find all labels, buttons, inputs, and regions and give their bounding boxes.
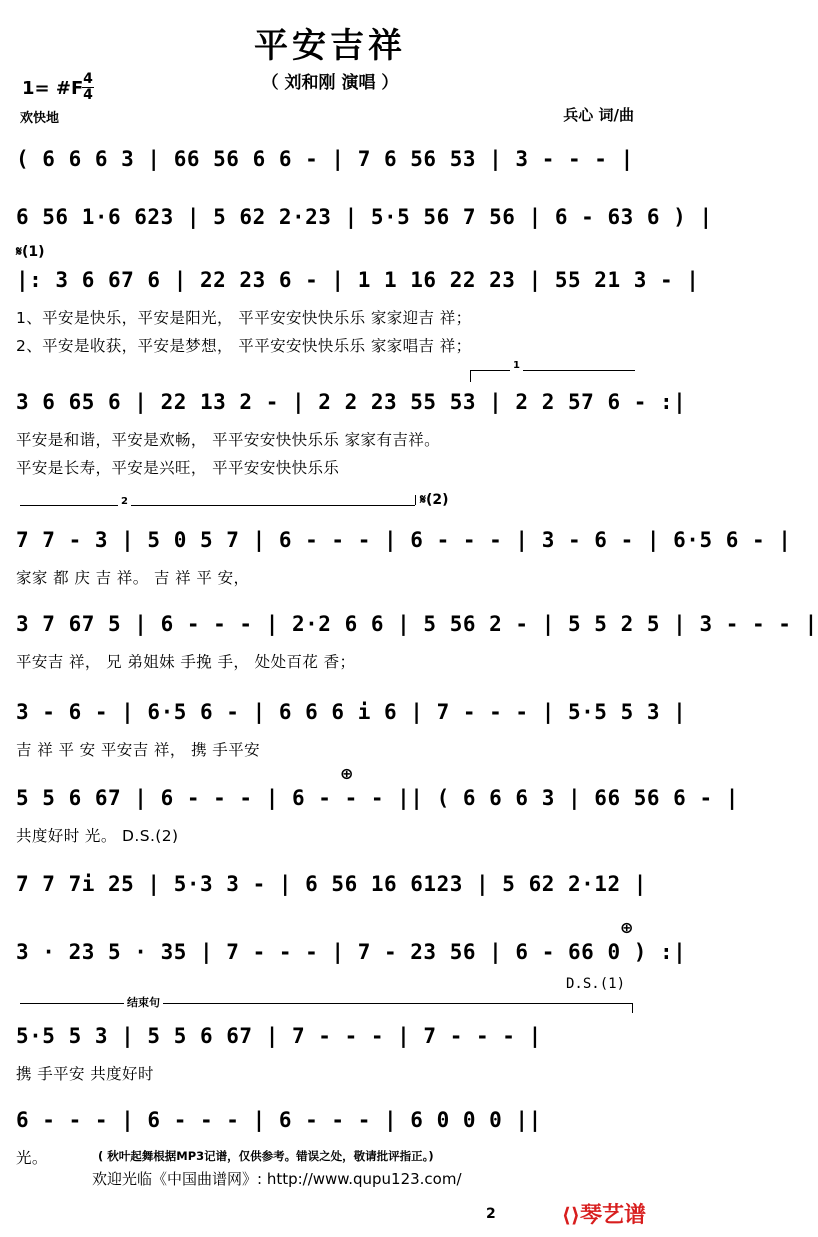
- score-row-2: 6 56 1·6 623 | 5 62 2·23 | 5·5 56 7 56 | 6 - 63 6 ) |: [16, 205, 713, 229]
- key-signature: 1= #F: [22, 78, 84, 99]
- composer-credit: 兵心 词/曲: [563, 106, 634, 124]
- lyric-row-11: 携 手平安 共度好时: [16, 1065, 154, 1083]
- score-row-7: 3 - 6 - | 6·5 6 - | 6 6 6 i 6 | 7 - - - | 5·5 5 3 |: [16, 700, 687, 724]
- ds-marker-1: D.S.(1): [566, 976, 626, 992]
- lyric-row-8: 共度好时 光。 D.S.(2): [16, 827, 179, 845]
- volta-label-2: 2: [118, 496, 131, 507]
- score-row-1: ( 6 6 6 3 | 66 56 6 6 - | 7 6 56 53 | 3 - - - |: [16, 147, 634, 171]
- score-row-8: 5 5 6 67 | 6 - - - | 6 - - - || ( 6 6 6 3 | 66 56 6 - |: [16, 786, 739, 810]
- lyric-row-3-verse-1: 1、平安是快乐，平安是阳光， 平平安安快快乐乐 家家迎吉 祥；: [16, 309, 472, 327]
- volta-bracket-2: [20, 505, 415, 506]
- score-row-10: 3 · 23 5 · 35 | 7 - - - | 7 - 23 56 | 6 - 66 0 ) :|: [16, 940, 687, 964]
- lyric-row-4-verse-1: 平安是和谐，平安是欢畅， 平平安安快快乐乐 家家有吉祥。: [16, 431, 441, 449]
- logo-icon: ⟨⟩: [561, 1203, 580, 1227]
- score-row-3: |: 3 6 67 6 | 22 23 6 - | 1 1 16 22 23 | 55 21 3 - |: [16, 268, 700, 292]
- ending-label: 结束句: [124, 994, 163, 1010]
- time-signature-bottom: 4: [83, 87, 93, 103]
- tempo-marking: 欢快地: [20, 111, 60, 126]
- site-credit: 欢迎光临《中国曲谱网》: http://www.qupu123.com/: [92, 1170, 462, 1188]
- ending-bracket-edge: [632, 1003, 633, 1013]
- lyric-row-6: 平安吉 祥， 兄 弟姐妹 手挽 手， 处处百花 香；: [16, 653, 356, 671]
- lyric-row-5: 家家 都 庆 吉 祥。 吉 祥 平 安，: [16, 569, 250, 587]
- score-row-4: 3 6 65 6 | 22 13 2 - | 2 2 23 55 53 | 2 2 57 6 - :|: [16, 390, 687, 414]
- score-row-6: 3 7 67 5 | 6 - - - | 2·2 6 6 | 5 56 2 - | 5 5 2 5 | 3 - - - |: [16, 612, 818, 636]
- segno-marker-2: 𝄋(2): [420, 492, 449, 508]
- site-logo: [562, 1198, 646, 1229]
- lyric-row-4-verse-2: 平安是长寿，平安是兴旺， 平平安安快快乐乐: [16, 459, 340, 477]
- segno-marker-1: 𝄋(1): [16, 244, 45, 260]
- page-number: 2: [486, 1206, 496, 1222]
- score-row-12: 6 - - - | 6 - - - | 6 - - - | 6 0 0 0 ||: [16, 1108, 542, 1132]
- lyric-row-3-verse-2: 2、平安是收获，平安是梦想， 平平安安快快乐乐 家家唱吉 祥；: [16, 337, 472, 355]
- volta-bracket-2-edge: [415, 495, 416, 505]
- score-row-11: 5·5 5 3 | 5 5 6 67 | 7 - - - | 7 - - - |: [16, 1024, 542, 1048]
- score-row-9: 7 7 7i 25 | 5·3 3 - | 6 56 16 6123 | 5 62 2·12 |: [16, 872, 647, 896]
- volta-label-1: 1: [510, 360, 523, 371]
- song-title: 平安吉祥: [254, 26, 406, 66]
- volta-bracket-1: [470, 370, 635, 371]
- transcription-note: ( 秋叶起舞根据MP3记谱，仅供参考。错误之处，敬请批评指正。): [98, 1149, 434, 1163]
- coda-marker-1: ⊕: [340, 764, 354, 783]
- volta-bracket-1-edge: [470, 370, 471, 382]
- coda-marker-2: ⊕: [620, 918, 634, 937]
- logo-text: 琴艺谱: [579, 1203, 646, 1228]
- time-signature: [82, 72, 94, 103]
- lyric-row-7: 吉 祥 平 安 平安吉 祥， 携 手平安: [16, 741, 260, 759]
- lyric-row-12: 光。: [16, 1149, 48, 1167]
- song-performer: （ 刘和刚 演唱 ）: [261, 73, 399, 93]
- ending-bracket: [20, 1003, 632, 1004]
- time-signature-top: 4: [83, 71, 93, 87]
- score-row-5: 7 7 - 3 | 5 0 5 7 | 6 - - - | 6 - - - | 3 - 6 - | 6·5 6 - |: [16, 528, 792, 552]
